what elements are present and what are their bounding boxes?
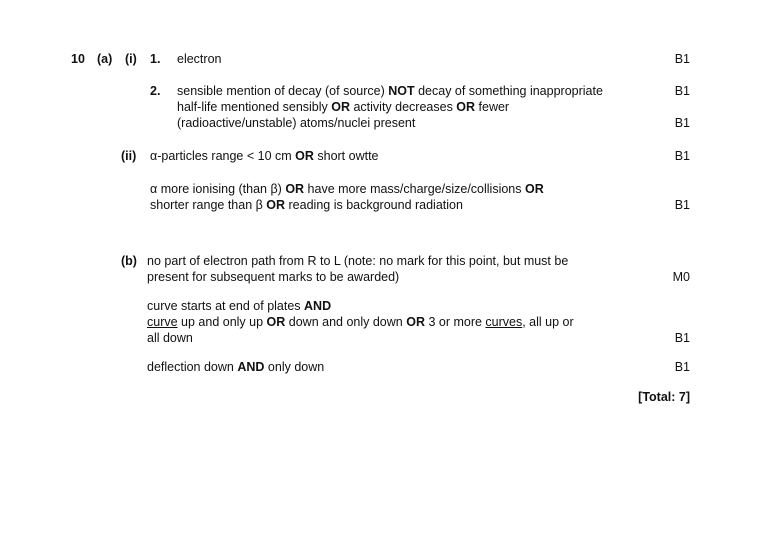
text-run: reading is background radiation bbox=[285, 198, 463, 212]
subpart-ii-label: (ii) bbox=[121, 149, 137, 163]
b-point-3 bbox=[147, 359, 324, 375]
text-run: activity decreases bbox=[350, 100, 457, 114]
item-2-number: 2. bbox=[150, 84, 161, 98]
text-run: curve starts at end of plates bbox=[147, 299, 305, 313]
subpart-i-label: (i) bbox=[125, 52, 137, 66]
item-1-answer: electron bbox=[177, 52, 222, 66]
keyword-or: OR bbox=[295, 149, 314, 163]
keyword-or: OR bbox=[525, 182, 544, 196]
item-2-mark-1: B1 bbox=[674, 84, 690, 98]
text-run: 3 or more bbox=[424, 315, 486, 329]
underlined-word: curves bbox=[485, 315, 523, 329]
text-run: sensible mention of decay (of source) bbox=[177, 84, 389, 98]
item-2-line-1 bbox=[177, 83, 603, 99]
text-run: fewer bbox=[475, 100, 510, 114]
item-1-number: 1. bbox=[150, 52, 161, 66]
keyword-or: OR bbox=[456, 100, 476, 114]
keyword-and: AND bbox=[304, 299, 332, 313]
keyword-or: OR bbox=[331, 100, 350, 114]
b-mark-3: B1 bbox=[674, 360, 690, 374]
item-1-mark: B1 bbox=[674, 52, 690, 66]
a-ii-point-2-line-2 bbox=[150, 197, 463, 213]
total-marks: [Total: 7] bbox=[638, 390, 690, 404]
keyword-or: OR bbox=[266, 315, 286, 329]
a-ii-point-1 bbox=[150, 148, 379, 164]
b-mark-1: M0 bbox=[672, 270, 690, 284]
text-run: only down bbox=[264, 360, 325, 374]
b-point-1-line-2: present for subsequent marks to be awarded) bbox=[147, 270, 400, 284]
text-run: down and only down bbox=[285, 315, 407, 329]
keyword-or: OR bbox=[266, 198, 286, 212]
text-run: α more ionising (than β) bbox=[150, 182, 286, 196]
item-2-line-2 bbox=[177, 99, 509, 115]
part-a-label: (a) bbox=[97, 52, 113, 66]
keyword-or: OR bbox=[285, 182, 305, 196]
text-run: short owtte bbox=[313, 149, 379, 163]
text-run: have more mass/charge/size/collisions bbox=[304, 182, 525, 196]
a-ii-point-2-line-1 bbox=[150, 181, 544, 197]
b-mark-2: B1 bbox=[674, 331, 690, 345]
item-2-mark-2: B1 bbox=[674, 116, 690, 130]
text-run: shorter range than β bbox=[150, 198, 267, 212]
text-run: half-life mentioned sensibly bbox=[177, 100, 332, 114]
text-run: deflection down bbox=[147, 360, 238, 374]
underlined-word: curve bbox=[147, 315, 178, 329]
b-point-2-line-1 bbox=[147, 298, 331, 314]
keyword-and: AND bbox=[237, 360, 265, 374]
keyword-not: NOT bbox=[388, 84, 415, 98]
text-run: up and only up bbox=[177, 315, 267, 329]
text-run: , all up or bbox=[522, 315, 574, 329]
b-point-2-line-2 bbox=[147, 314, 574, 330]
a-ii-mark-2: B1 bbox=[674, 198, 690, 212]
a-ii-mark-1: B1 bbox=[674, 149, 690, 163]
question-number: 10 bbox=[71, 52, 85, 66]
item-2-line-3: (radioactive/unstable) atoms/nuclei present bbox=[177, 116, 416, 130]
text-run: decay of something inappropriate bbox=[414, 84, 603, 98]
keyword-or: OR bbox=[406, 315, 425, 329]
b-point-2-line-3: all down bbox=[147, 331, 193, 345]
b-point-1-line-1: no part of electron path from R to L (note: no mark for this point, but must be bbox=[147, 254, 569, 268]
text-run: α-particles range < 10 cm bbox=[150, 149, 296, 163]
part-b-label: (b) bbox=[121, 254, 137, 268]
